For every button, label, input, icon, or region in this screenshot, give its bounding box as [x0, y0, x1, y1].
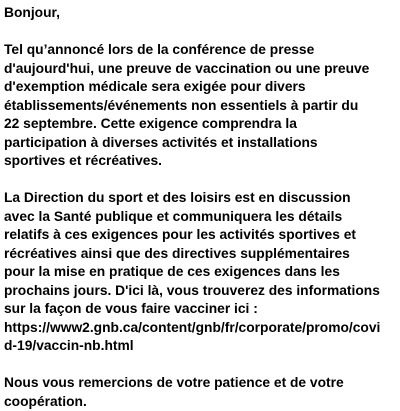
text-line: d'exemption médicale sera exigée pour divers [4, 78, 394, 97]
text-line: participation à diverses activités et installations [4, 134, 394, 153]
text-line: avec la Santé publique et communiquera les détails [4, 208, 394, 227]
text-line: récréatives ainsi que des directives supplémentaires [4, 245, 394, 264]
text-line: établissements/événements non essentiels à partir du [4, 97, 394, 116]
text-line: Nous vous remercions de votre patience et de votre [4, 374, 394, 393]
text-line: relatifs à ces exigences pour les activités sportives et [4, 226, 394, 245]
text-line: d'aujourd'hui, une preuve de vaccination ou une preuve [4, 60, 394, 79]
link-line[interactable]: d-19/vaccin-nb.html [4, 337, 394, 356]
text-line: coopération. [4, 393, 394, 411]
greeting-text: Bonjour, [4, 4, 394, 23]
text-line: prochains jours. D'ici là, vous trouverez des informations [4, 282, 394, 301]
text-line: sportives et récréatives. [4, 152, 394, 171]
greeting [4, 4, 394, 23]
text-line: 22 septembre. Cette exigence comprendra la [4, 115, 394, 134]
text-line: pour la mise en pratique de ces exigences dans les [4, 263, 394, 282]
text-line: sur la façon de vous faire vacciner ici : [4, 300, 394, 319]
vaccination-info-link[interactable] [4, 319, 394, 356]
paragraph-thanks [4, 374, 394, 411]
link-line[interactable]: https://www2.gnb.ca/content/gnb/fr/corporate/promo/covi [4, 319, 394, 338]
text-line: La Direction du sport et des loisirs est en discussion [4, 189, 394, 208]
text-line: Tel qu’annoncé lors de la conférence de presse [4, 41, 394, 60]
paragraph-sport-direction [4, 189, 394, 356]
paragraph-announcement [4, 41, 394, 171]
